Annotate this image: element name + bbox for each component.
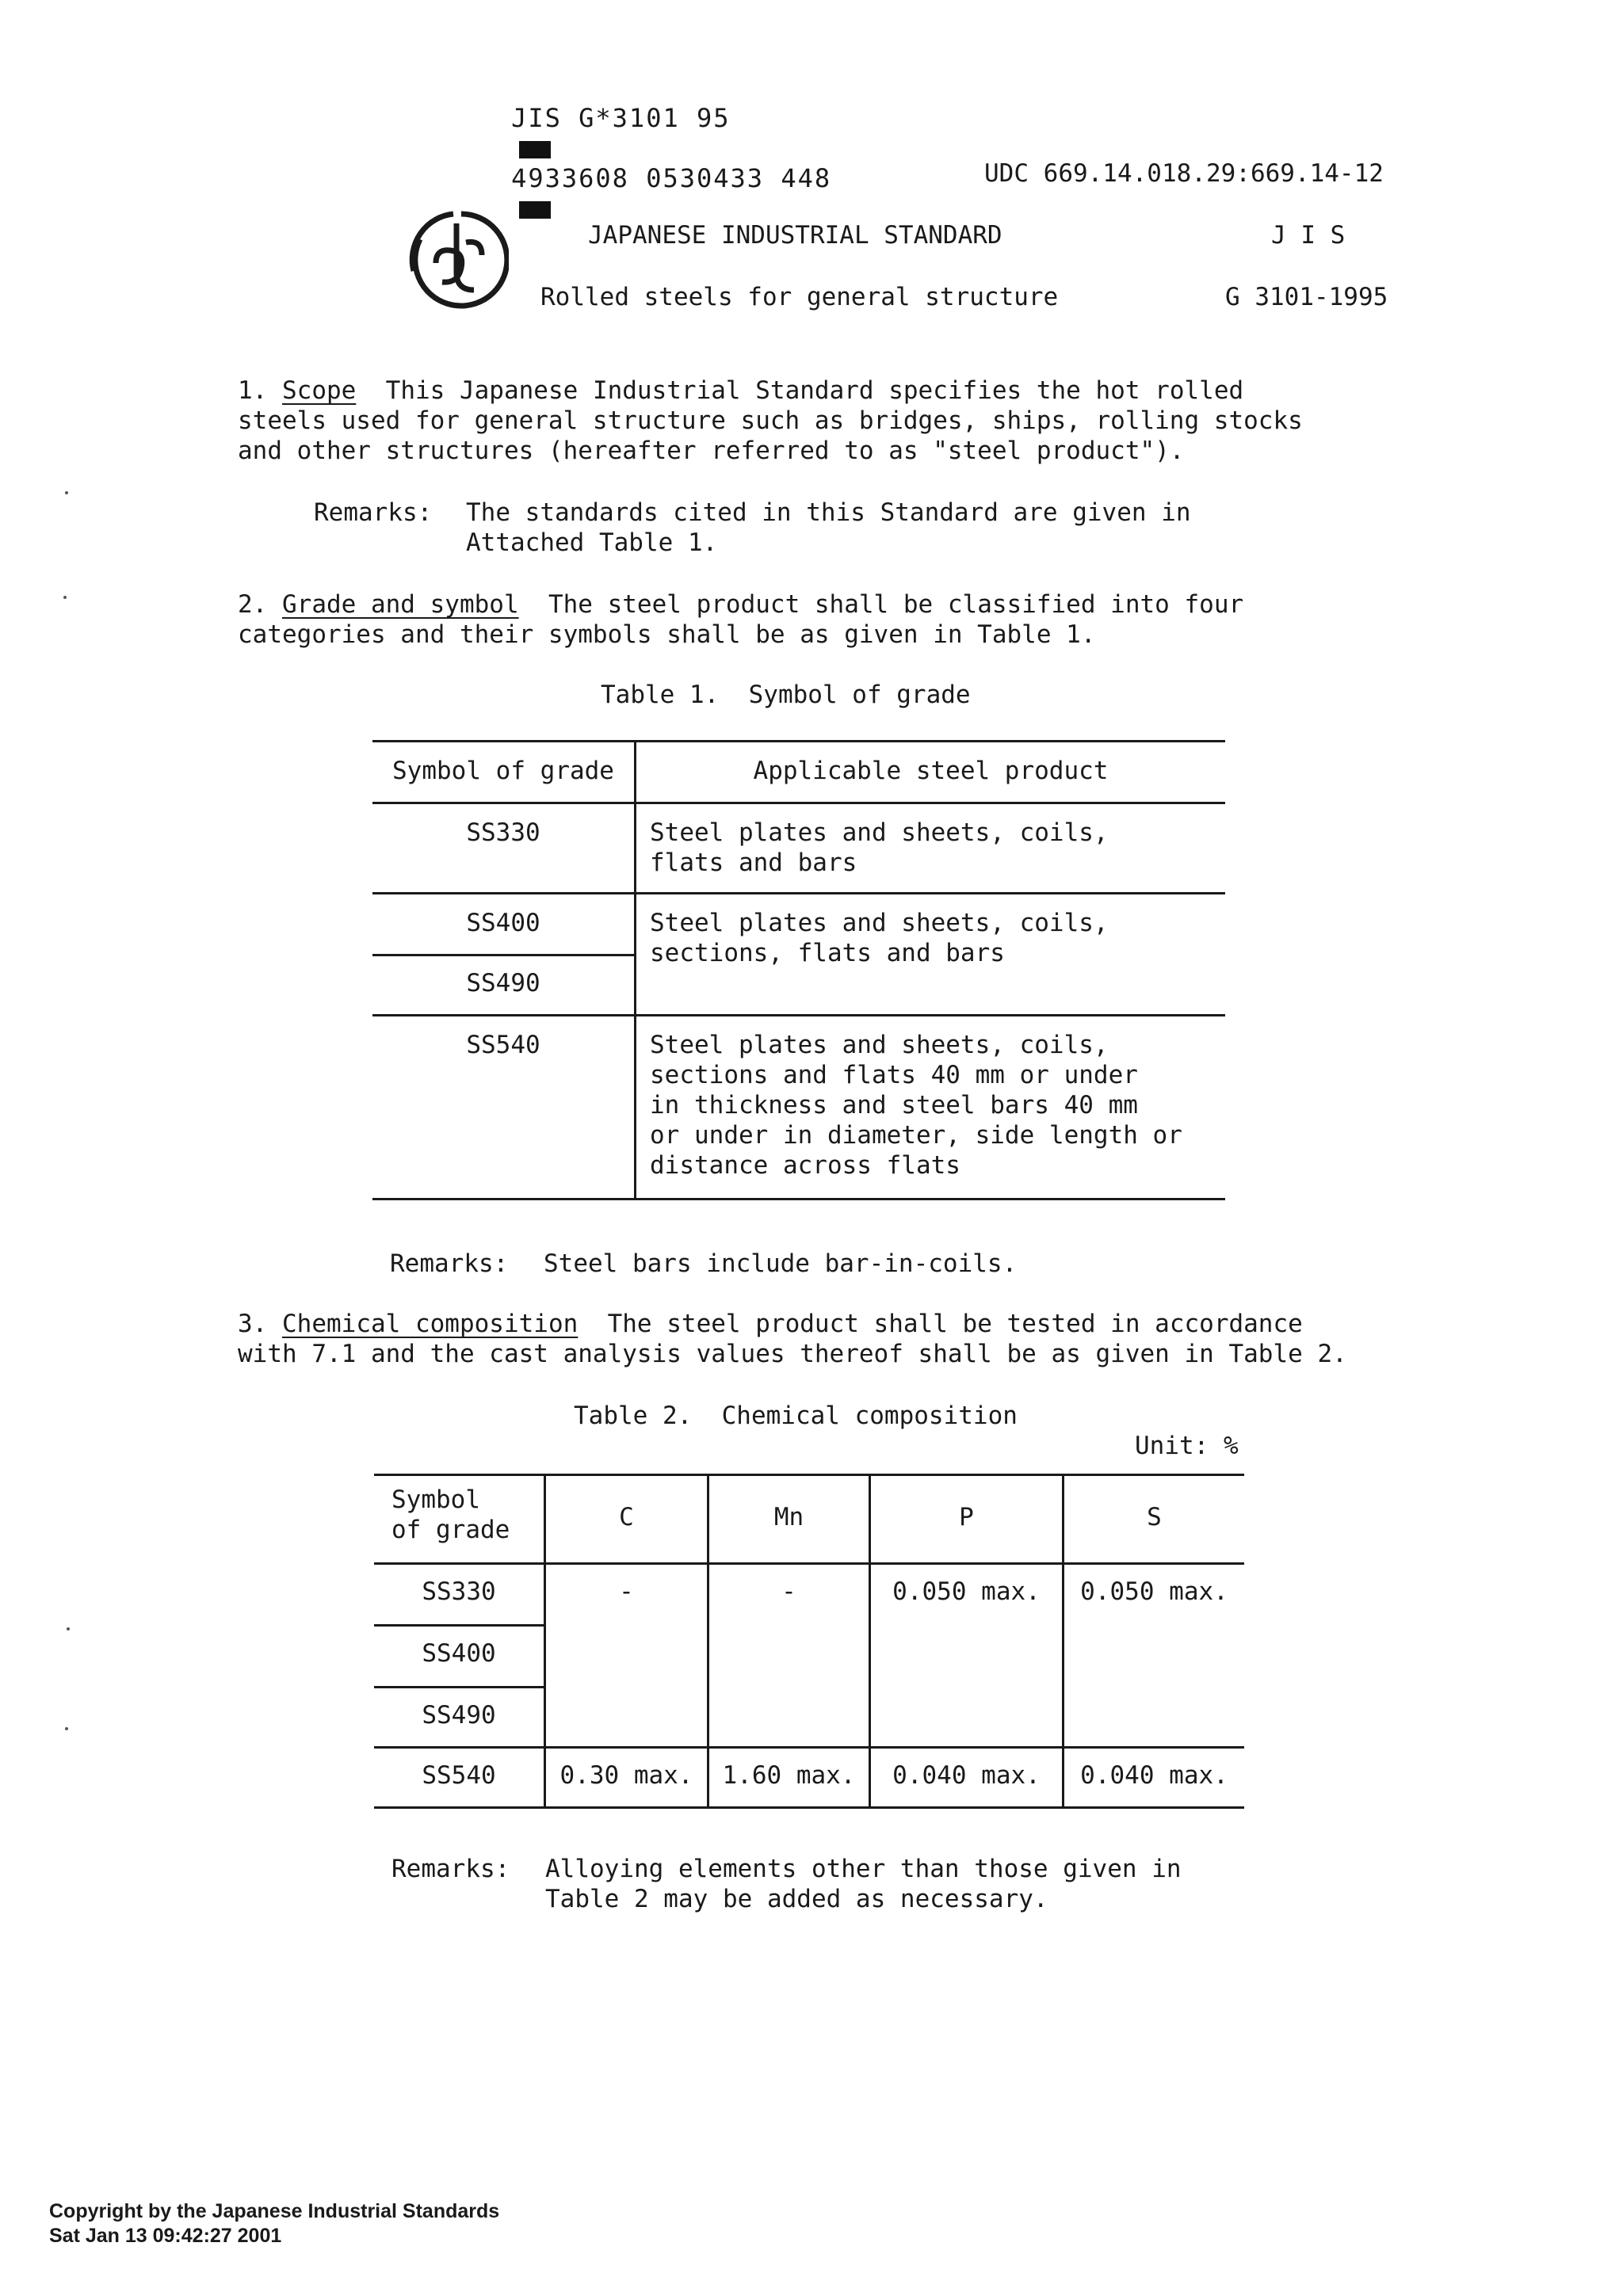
table-2-remarks-label: Remarks: (391, 1855, 510, 1883)
black-block-mark (519, 141, 551, 158)
table-2-header-s: S (1147, 1503, 1162, 1531)
section-2-line-1 (238, 589, 1243, 620)
table-1-caption: Table 1. Symbol of grade (601, 681, 971, 709)
code-mid: 4933608 0530433 448 (511, 163, 832, 193)
table-2-grade-ss540: SS540 (422, 1761, 496, 1790)
table-2-rule (374, 1624, 544, 1627)
table-2-grade-ss490: SS490 (422, 1701, 496, 1730)
table-1-product-3: Steel plates and sheets, coils, sections and flats 40 mm or under in thickness and steel bars 40 mm or under in diameter, side length or distance across flats (650, 1031, 1182, 1180)
table-1-header-product: Applicable steel product (753, 757, 1109, 785)
table-2-header-symbol: Symbol of grade (391, 1486, 510, 1544)
table-2-grade-ss400: SS400 (422, 1639, 496, 1668)
scan-speck (65, 1727, 68, 1730)
section-1-heading: Scope (282, 376, 357, 405)
table-1-rule (372, 1014, 1225, 1016)
section-3-heading: Chemical composition (282, 1310, 579, 1338)
table-2-s-ss540: 0.040 max. (1080, 1761, 1228, 1790)
table-2-rule (374, 1686, 544, 1688)
table-1-grade-ss490: SS490 (466, 969, 540, 997)
table-2-header-c: C (619, 1503, 634, 1531)
table-1-grade-ss330: SS330 (466, 818, 540, 847)
section-2-text-1: The steel product shall be classified into four (548, 590, 1244, 619)
table-2-s-group1: 0.050 max. (1080, 1577, 1228, 1606)
table-2-c-ss540: 0.30 max. (559, 1761, 693, 1790)
udc-number: UDC 669.14.018.29:669.14-12 (984, 159, 1384, 188)
scan-speck (63, 596, 67, 599)
table-1-product-2: Steel plates and sheets, coils, sections, flats and bars (650, 909, 1109, 967)
table-2-grade-ss330: SS330 (422, 1577, 496, 1606)
table-1-grade-ss540: SS540 (466, 1031, 540, 1059)
code-prefix: JIS G*3101 95 (511, 103, 731, 133)
table-1-remarks-label: Remarks: (390, 1249, 509, 1278)
table-2-p-ss540: 0.040 max. (892, 1761, 1041, 1790)
table-1-header-symbol: Symbol of grade (392, 757, 614, 785)
table-2-rule (374, 1746, 1244, 1749)
table-2-rule (374, 1562, 1244, 1565)
section-3-text-2: with 7.1 and the cast analysis values thereof shall be as given in Table 2. (238, 1340, 1347, 1368)
standard-number: G 3101-1995 (1225, 283, 1388, 311)
section-3-line-1 (238, 1309, 1303, 1339)
standard-title: Rolled steels for general structure (540, 283, 1059, 311)
table-2-header-mn: Mn (773, 1503, 804, 1531)
table-1-rule (372, 740, 1225, 742)
section-1-num: 1. (238, 376, 268, 405)
section-1-text-3: and other structures (hereafter referred to as "steel product"). (238, 437, 1185, 465)
table-2-remarks-1: Alloying elements other than those given in (545, 1855, 1182, 1883)
section-1-text-2: steels used for general structure such as bridges, ships, rolling stocks (238, 406, 1303, 435)
table-2-c-group1: - (619, 1577, 634, 1606)
section-2-heading: Grade and symbol (282, 590, 519, 619)
section-1-remarks-1: The standards cited in this Standard are given in (466, 498, 1191, 527)
footer-timestamp: Sat Jan 13 09:42:27 2001 (49, 2225, 282, 2247)
table-1-product-1: Steel plates and sheets, coils, flats and bars (650, 818, 1109, 877)
footer-copyright: Copyright by the Japanese Industrial Standards (49, 2200, 500, 2222)
section-1-text-1: This Japanese Industrial Standard specifies the hot rolled (385, 376, 1244, 405)
table-1-rule (372, 802, 1225, 804)
table-2-unit: Unit: % (1135, 1432, 1239, 1460)
table-1-rule (372, 954, 634, 956)
jis-mark-text: J I S (1271, 221, 1346, 250)
table-2-caption: Table 2. Chemical composition (574, 1402, 1018, 1430)
scan-speck (65, 491, 68, 494)
section-3-text-1: The steel product shall be tested in accordance (607, 1310, 1303, 1338)
section-1-remarks-label: Remarks: (314, 498, 433, 527)
section-2-num: 2. (238, 590, 268, 619)
scan-speck (67, 1627, 70, 1630)
table-2-rule (374, 1474, 1244, 1476)
section-3-num: 3. (238, 1310, 268, 1338)
table-2-p-group1: 0.050 max. (892, 1577, 1041, 1606)
section-2-text-2: categories and their symbols shall be as given in Table 1. (238, 620, 1096, 649)
table-2-rule (374, 1806, 1244, 1809)
standard-org: JAPANESE INDUSTRIAL STANDARD (588, 221, 1002, 250)
table-1-grade-ss400: SS400 (466, 909, 540, 937)
table-1-divider (634, 740, 636, 1199)
table-2-mn-group1: - (781, 1577, 796, 1606)
table-2-mn-ss540: 1.60 max. (722, 1761, 856, 1790)
section-1-line-1 (238, 376, 1243, 406)
table-2-remarks-2: Table 2 may be added as necessary. (545, 1885, 1048, 1913)
jis-logo-icon (406, 208, 509, 311)
table-1-remarks: Steel bars include bar-in-coils. (544, 1249, 1018, 1278)
table-2-header-p: P (959, 1503, 974, 1531)
section-1-remarks-2: Attached Table 1. (466, 528, 718, 557)
table-1-rule (372, 1198, 1225, 1200)
table-1-rule (372, 892, 1225, 894)
black-block-mark (519, 201, 551, 219)
